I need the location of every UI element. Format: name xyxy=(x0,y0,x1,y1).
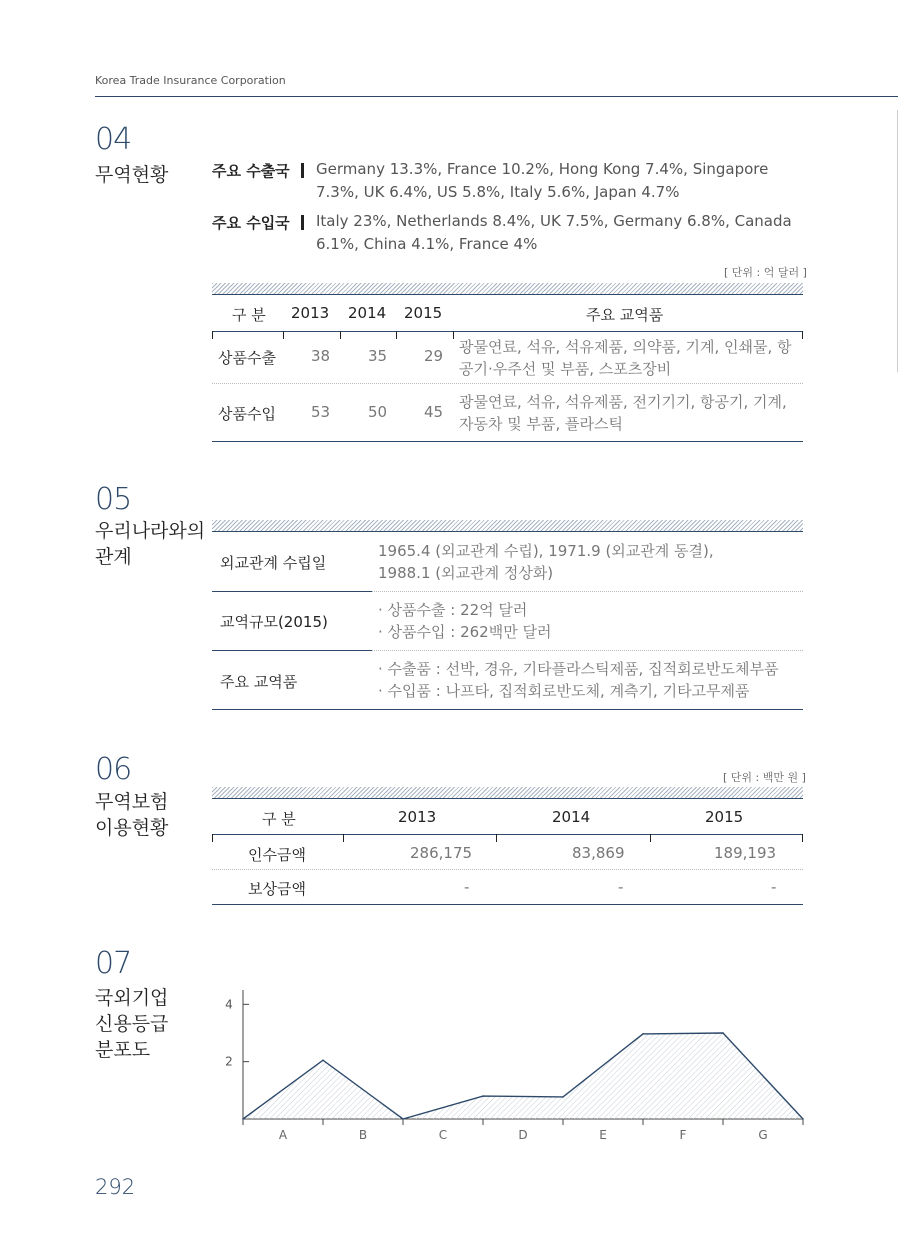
section-title-07-line3: 분포도 xyxy=(95,1039,151,1061)
column-tick xyxy=(453,331,454,339)
section-title-07-line2: 신용등급 xyxy=(95,1013,169,1035)
column-tick xyxy=(212,834,213,842)
compensation-2015: - xyxy=(771,878,777,896)
table-hatch-top xyxy=(212,283,803,295)
x-tick-label: G xyxy=(758,1128,768,1142)
insurance-header-category: 구 분 xyxy=(262,810,296,828)
data-point xyxy=(242,1118,244,1120)
section-title-06-line2: 이용현황 xyxy=(95,817,169,839)
compensation-2013: - xyxy=(464,878,470,896)
row-label-import: 상품수입 xyxy=(218,405,276,423)
table-header-items: 주요 교역품 xyxy=(586,306,664,324)
relations-dotted-divider xyxy=(372,591,803,592)
insurance-header-2013: 2013 xyxy=(398,808,437,826)
relations-value-trade-volume xyxy=(378,599,798,643)
export-2014: 35 xyxy=(368,347,388,365)
data-point xyxy=(722,1032,724,1034)
unit-label-04: [ 단위 : 억 달러 ] xyxy=(724,266,807,279)
table-header-category: 구 분 xyxy=(232,306,266,324)
x-tick-label: A xyxy=(278,1128,288,1142)
label-bar xyxy=(301,163,304,178)
relations-hatch-top xyxy=(212,520,803,532)
section-title-07-line1: 국외기업 xyxy=(95,987,169,1009)
export-2015: 29 xyxy=(424,347,444,365)
underwriting-2015: 189,193 xyxy=(714,844,777,862)
import-2014: 50 xyxy=(368,403,388,421)
data-point xyxy=(802,1118,804,1120)
credit-rating-chart xyxy=(210,980,820,1150)
underwriting-2014: 83,869 xyxy=(572,844,625,862)
relations-label-diplomatic: 외교관계 수립일 xyxy=(220,554,327,572)
relations-dotted-divider xyxy=(372,650,803,651)
relations-label-main-items: 주요 교역품 xyxy=(220,673,298,691)
section-number-04: 04 xyxy=(95,122,132,157)
y-tick-label: 4 xyxy=(225,997,233,1012)
relations-divider xyxy=(212,650,372,651)
export-countries-label: 주요 수출국 xyxy=(212,162,290,180)
area-fill xyxy=(243,1033,803,1119)
relations-value-line: · 상품수출 : 22억 달러 xyxy=(378,601,528,619)
export-countries-value: Germany 13.3%, France 10.2%, Hong Kong 7.4%, Singapore 7.3%, UK 6.4%, US 5.8%, Italy 5.6%, Japan 4.7% xyxy=(316,160,769,201)
insurance-row-divider xyxy=(212,869,803,870)
compensation-2014: - xyxy=(618,878,624,896)
column-tick xyxy=(802,331,803,339)
export-items: 광물연료, 석유, 석유제품, 의약품, 기계, 인쇄물, 항공기·우주선 및 부품, 스포츠장비 xyxy=(459,338,792,378)
relations-value-main-items xyxy=(378,658,798,702)
column-tick xyxy=(802,834,803,842)
row-divider xyxy=(212,383,803,384)
page-number: 292 xyxy=(95,1175,136,1199)
relations-value-line: · 수출품 : 선박, 경유, 기타플라스틱제품, 집적회로반도체부품 xyxy=(378,660,779,678)
underwriting-2013: 286,175 xyxy=(410,844,473,862)
running-header: Korea Trade Insurance Corporation xyxy=(95,74,286,87)
data-point xyxy=(322,1059,324,1061)
insurance-header-2014: 2014 xyxy=(552,808,591,826)
data-point xyxy=(482,1095,484,1097)
column-tick xyxy=(396,331,397,339)
relations-value-diplomatic xyxy=(378,540,798,584)
data-point xyxy=(562,1096,564,1098)
x-tick-label: C xyxy=(438,1128,448,1142)
insurance-hatch-top xyxy=(212,787,803,799)
section-title-04: 무역현황 xyxy=(95,164,169,186)
import-countries-label: 주요 수입국 xyxy=(212,214,290,232)
section-title-06-line1: 무역보험 xyxy=(95,791,169,813)
section-number-05: 05 xyxy=(95,482,132,517)
export-2013: 38 xyxy=(311,347,331,365)
table-header-rule xyxy=(212,331,803,332)
column-tick xyxy=(340,331,341,339)
relations-value-line: 1965.4 (외교관계 수립), 1971.9 (외교관계 동결), xyxy=(378,542,714,560)
data-point xyxy=(402,1118,404,1120)
row-label-export: 상품수출 xyxy=(218,349,276,367)
import-2015: 45 xyxy=(424,403,444,421)
column-tick xyxy=(212,331,213,339)
relations-label-trade-volume: 교역규모(2015) xyxy=(220,613,328,631)
y-tick-label: 2 xyxy=(225,1054,233,1069)
column-tick xyxy=(496,834,497,842)
relations-bottom-rule xyxy=(212,709,803,710)
relations-value-line: 1988.1 (외교관계 정상화) xyxy=(378,564,554,582)
label-bar xyxy=(301,215,304,230)
x-tick-label: E xyxy=(599,1128,607,1142)
insurance-bottom-rule xyxy=(212,904,803,905)
import-items: 광물연료, 석유, 석유제품, 전기기기, 항공기, 기계, 자동차 및 부품, 플라스틱 xyxy=(459,393,787,433)
row-label-compensation: 보상금액 xyxy=(248,880,306,898)
header-rule xyxy=(95,96,898,97)
x-tick-label: B xyxy=(358,1128,368,1142)
table-header-2015: 2015 xyxy=(404,304,443,322)
import-countries-value: Italy 23%, Netherlands 8.4%, UK 7.5%, Germany 6.8%, Canada 6.1%, China 4.1%, France 4% xyxy=(316,212,792,253)
section-title-05-line2: 관계 xyxy=(95,546,132,568)
row-label-underwriting: 인수금액 xyxy=(248,846,306,864)
column-tick xyxy=(283,331,284,339)
relations-value-line: · 상품수입 : 262백만 달러 xyxy=(378,623,552,641)
section-title-05-line1: 우리나라와의 xyxy=(95,520,206,542)
insurance-header-rule xyxy=(212,834,803,835)
table-bottom-rule xyxy=(212,441,803,442)
table-header-2014: 2014 xyxy=(348,304,387,322)
data-point xyxy=(642,1033,644,1035)
unit-label-06: [ 단위 : 백만 원 ] xyxy=(723,771,806,784)
section-number-07: 07 xyxy=(95,946,132,981)
column-tick xyxy=(343,834,344,842)
insurance-header-2015: 2015 xyxy=(705,808,744,826)
table-header-2013: 2013 xyxy=(291,304,330,322)
relations-divider xyxy=(212,591,372,592)
import-2013: 53 xyxy=(311,403,331,421)
column-tick xyxy=(650,834,651,842)
section-number-06: 06 xyxy=(95,752,132,787)
x-tick-label: F xyxy=(679,1128,687,1142)
x-tick-label: D xyxy=(518,1128,528,1142)
relations-value-line: · 수입품 : 나프타, 집적회로반도체, 계측기, 기타고무제품 xyxy=(378,682,750,700)
